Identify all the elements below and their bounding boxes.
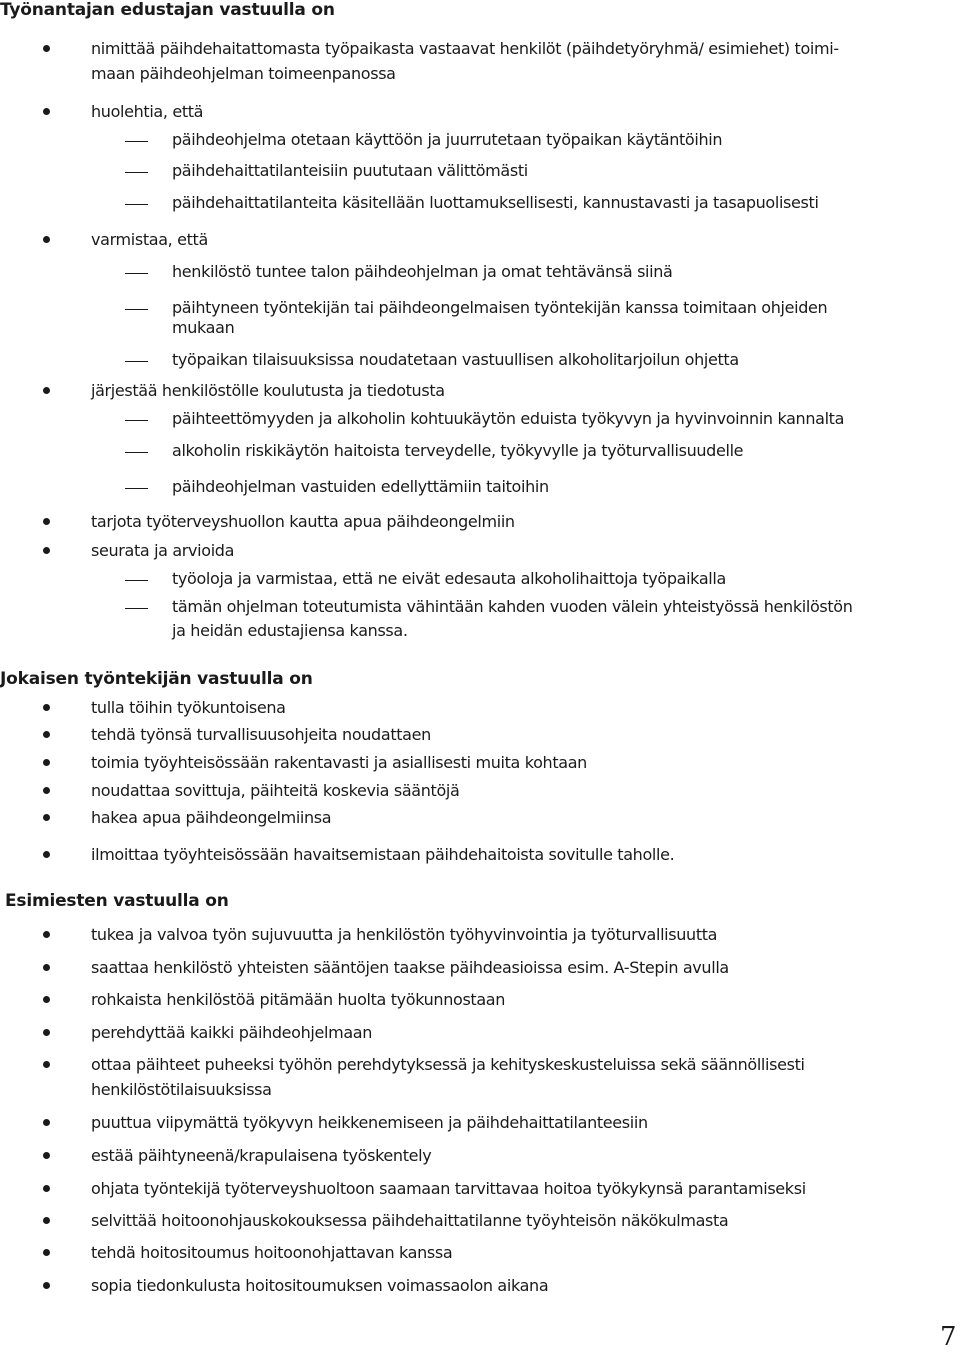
- list-item: sopia tiedonkulusta hoitositoumuksen voimassaolon aikana: [91, 1276, 549, 1295]
- bullet-icon: [43, 108, 50, 115]
- bullet-icon: [43, 759, 50, 766]
- bullet-icon: [43, 1282, 50, 1289]
- list-item: hakea apua päihdeongelmiinsa: [91, 808, 332, 827]
- bullet-icon: [43, 931, 50, 938]
- sub-list-item: työpaikan tilaisuuksissa noudatetaan vastuullisen alkoholitarjoilun ohjetta: [172, 350, 739, 369]
- bullet-icon: [43, 787, 50, 794]
- list-item: varmistaa, että: [91, 230, 208, 249]
- bullet-icon: [43, 964, 50, 971]
- sub-list-item: alkoholin riskikäytön haitoista terveydelle, työkyvylle ja työturvallisuudelle: [172, 441, 744, 460]
- dash-icon: [125, 273, 148, 274]
- list-item: tulla töihin työkuntoisena: [91, 698, 286, 717]
- sub-list-item-continuation: ja heidän edustajiensa kanssa.: [172, 621, 408, 640]
- list-item: tehdä hoitositoumus hoitoonohjattavan kanssa: [91, 1243, 453, 1262]
- list-item: tukea ja valvoa työn sujuvuutta ja henkilöstön työhyvinvointia ja työturvallisuutta: [91, 925, 718, 944]
- sub-list-item: päihdeohjelma otetaan käyttöön ja juurrutetaan työpaikan käytäntöihin: [172, 130, 723, 149]
- bullet-icon: [43, 1152, 50, 1159]
- bullet-icon: [43, 731, 50, 738]
- list-item: ohjata työntekijä työterveyshuoltoon saamaan tarvittavaa hoitoa työkykynsä parantamiseksi: [91, 1179, 806, 1198]
- list-item: selvittää hoitoonohjauskokouksessa päihdehaittatilanne työyhteisön näkökulmasta: [91, 1211, 729, 1230]
- bullet-icon: [43, 236, 50, 243]
- bullet-icon: [43, 1061, 50, 1068]
- section-heading-employee: Jokaisen työntekijän vastuulla on: [0, 669, 313, 689]
- list-item: järjestää henkilöstölle koulutusta ja tiedotusta: [91, 381, 445, 400]
- sub-list-item: tämän ohjelman toteutumista vähintään kahden vuoden välein yhteistyössä henkilöstön: [172, 597, 853, 616]
- list-item: tehdä työnsä turvallisuusohjeita noudattaen: [91, 725, 431, 744]
- sub-list-item: henkilöstö tuntee talon päihdeohjelman ja omat tehtävänsä siinä: [172, 262, 673, 281]
- list-item: tarjota työterveyshuollon kautta apua päihdeongelmiin: [91, 512, 515, 531]
- list-item-continuation: henkilöstötilaisuuksissa: [91, 1080, 272, 1099]
- bullet-icon: [43, 518, 50, 525]
- sub-list-item: päihteettömyyden ja alkoholin kohtuukäytön eduista työkyvyn ja hyvinvoinnin kannalta: [172, 409, 845, 428]
- list-item: nimittää päihdehaitattomasta työpaikasta vastaavat henkilöt (päihdetyöryhmä/ esimiehet) toimi-: [91, 39, 839, 58]
- dash-icon: [125, 452, 148, 453]
- list-item: ilmoittaa työyhteisössään havaitsemistaan päihdehaitoista sovitulle taholle.: [91, 845, 675, 864]
- sub-list-item: päihdehaittatilanteita käsitellään luottamuksellisesti, kannustavasti ja tasapuolisesti: [172, 193, 819, 212]
- dash-icon: [125, 141, 148, 142]
- bullet-icon: [43, 851, 50, 858]
- list-item: toimia työyhteisössään rakentavasti ja asiallisesti muita kohtaan: [91, 753, 587, 772]
- bullet-icon: [43, 814, 50, 821]
- list-item: rohkaista henkilöstöä pitämään huolta työkunnostaan: [91, 990, 506, 1009]
- bullet-icon: [43, 1185, 50, 1192]
- list-item: estää päihtyneenä/krapulaisena työskentely: [91, 1146, 432, 1165]
- dash-icon: [125, 361, 148, 362]
- list-item: ottaa päihteet puheeksi työhön perehdytyksessä ja kehityskeskusteluissa sekä säännöllisesti: [91, 1055, 805, 1074]
- section-heading-supervisors: Esimiesten vastuulla on: [5, 891, 229, 911]
- dash-icon: [125, 309, 148, 310]
- list-item: huolehtia, että: [91, 102, 204, 121]
- list-item: saattaa henkilöstö yhteisten sääntöjen taakse päihdeasioissa esim. A-Stepin avulla: [91, 958, 729, 977]
- bullet-icon: [43, 547, 50, 554]
- list-item: puuttua viipymättä työkyvyn heikkenemiseen ja päihdehaittatilanteesiin: [91, 1113, 648, 1132]
- bullet-icon: [43, 996, 50, 1003]
- bullet-icon: [43, 1029, 50, 1036]
- dash-icon: [125, 580, 148, 581]
- section-heading-employer: Työnantajan edustajan vastuulla on: [0, 0, 335, 20]
- bullet-icon: [43, 1119, 50, 1126]
- sub-list-item: päihtyneen työntekijän tai päihdeongelmaisen työntekijän kanssa toimitaan ohjeiden: [172, 298, 828, 317]
- sub-list-item: päihdeohjelman vastuiden edellyttämiin taitoihin: [172, 477, 549, 496]
- list-item-continuation: maan päihdeohjelman toimeenpanossa: [91, 64, 396, 83]
- list-item: seurata ja arvioida: [91, 541, 235, 560]
- bullet-icon: [43, 387, 50, 394]
- page-number: 7: [940, 1322, 957, 1352]
- list-item: noudattaa sovittuja, päihteitä koskevia sääntöjä: [91, 781, 460, 800]
- bullet-icon: [43, 704, 50, 711]
- sub-list-item: työoloja ja varmistaa, että ne eivät edesauta alkoholihaittoja työpaikalla: [172, 569, 726, 588]
- dash-icon: [125, 172, 148, 173]
- bullet-icon: [43, 1217, 50, 1224]
- dash-icon: [125, 204, 148, 205]
- dash-icon: [125, 608, 148, 609]
- sub-list-item: päihdehaittatilanteisiin puututaan välittömästi: [172, 161, 528, 180]
- sub-list-item-continuation: mukaan: [172, 318, 235, 337]
- dash-icon: [125, 488, 148, 489]
- bullet-icon: [43, 1249, 50, 1256]
- dash-icon: [125, 420, 148, 421]
- list-item: perehdyttää kaikki päihdeohjelmaan: [91, 1023, 373, 1042]
- bullet-icon: [43, 45, 50, 52]
